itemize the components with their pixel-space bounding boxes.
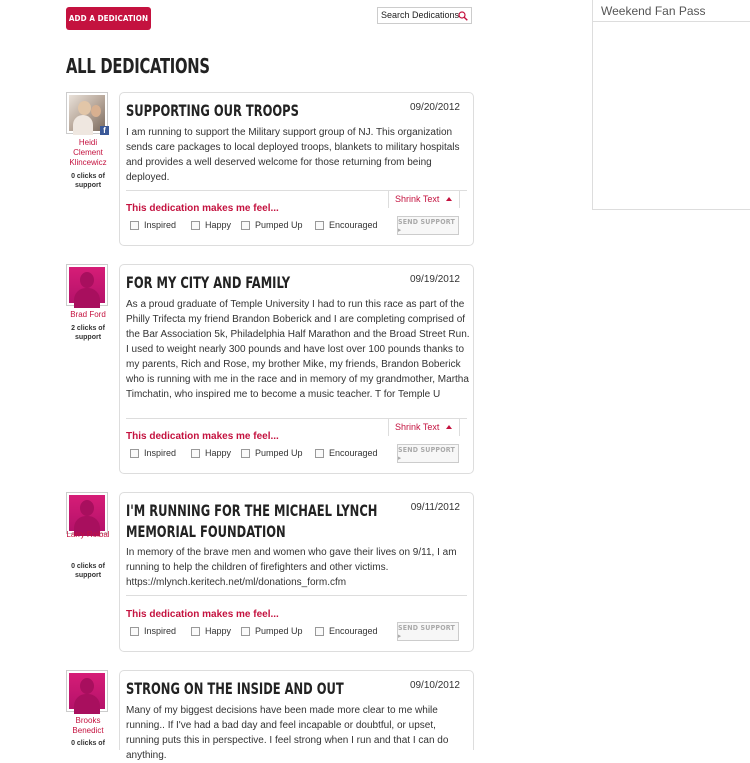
option-label: Encouraged bbox=[329, 626, 378, 636]
checkbox-box[interactable] bbox=[130, 221, 139, 230]
option-label: Pumped Up bbox=[255, 626, 303, 636]
author-name[interactable]: Larry Roibal bbox=[66, 530, 110, 539]
checkbox-box[interactable] bbox=[315, 221, 324, 230]
avatar[interactable] bbox=[66, 264, 108, 306]
author-name[interactable]: Brooks Benedict bbox=[72, 716, 104, 735]
checkbox-happy[interactable] bbox=[191, 626, 231, 636]
send-support-button[interactable]: SEND SUPPORT ▸ bbox=[397, 622, 459, 641]
dedication-body: I am running to support the Military support group of NJ. This organization sends care packages to local deployed troops, blankets to military hospitals and provides a well deserved welcome for those returning from being deployed. bbox=[126, 127, 460, 183]
avatar[interactable] bbox=[66, 492, 108, 534]
search-dedications-input[interactable] bbox=[377, 7, 472, 24]
checkbox-box[interactable] bbox=[241, 627, 250, 636]
checkbox-happy[interactable] bbox=[191, 448, 231, 458]
option-label: Pumped Up bbox=[255, 220, 303, 230]
dedication-title: I'M RUNNING FOR THE MICHAEL LYNCH MEMORIAL FOUNDATION bbox=[126, 501, 378, 541]
checkbox-box[interactable] bbox=[315, 449, 324, 458]
dedication-date: 09/19/2012 bbox=[409, 274, 460, 285]
dedication-card bbox=[119, 670, 474, 761]
option-label: Happy bbox=[205, 448, 232, 458]
dedication-card bbox=[119, 92, 474, 246]
facebook-icon: f bbox=[100, 126, 109, 135]
checkbox-inspired[interactable] bbox=[130, 448, 176, 458]
checkbox-happy[interactable] bbox=[191, 220, 231, 230]
checkbox-pumped-up[interactable] bbox=[241, 626, 303, 636]
option-label: Encouraged bbox=[329, 220, 378, 230]
shrink-text-label: Shrink Text bbox=[395, 194, 440, 204]
checkbox-box[interactable] bbox=[191, 627, 200, 636]
checkbox-box[interactable] bbox=[241, 221, 250, 230]
dedication-body: As a proud graduate of Temple University I had to run this race as part of the Philly Trifecta my friend Brandon Boberick and I are completing comprised of the Bar Association 5k, Philadelphia Half Marathon and the Broad Street Run. I used to weight nearly 300 pounds and have lost over 100 pounds thanks to my parents, Rich and Rose, my brother Mike, my friends, Brandon Boberick who is running with me in the race and in memory of my grandmother, Martha Timchatin, who inspired me to become a music teacher. T for Temple U bbox=[126, 299, 470, 400]
option-label: Inspired bbox=[144, 448, 177, 458]
page-title: ALL DEDICATIONS bbox=[66, 54, 210, 78]
checkbox-pumped-up[interactable] bbox=[241, 448, 303, 458]
checkbox-box[interactable] bbox=[315, 627, 324, 636]
feel-prompt: This dedication makes me feel... bbox=[126, 203, 279, 214]
dedication-date: 09/11/2012 bbox=[410, 502, 460, 513]
side-panel-title: Weekend Fan Pass bbox=[593, 0, 750, 22]
option-label: Pumped Up bbox=[255, 448, 303, 458]
feel-prompt: This dedication makes me feel... bbox=[126, 431, 279, 442]
option-label: Happy bbox=[205, 626, 232, 636]
chevron-up-icon bbox=[446, 197, 452, 201]
dedication-title: FOR MY CITY AND FAMILY bbox=[126, 273, 291, 292]
dedication-card bbox=[119, 264, 474, 474]
checkbox-inspired[interactable] bbox=[130, 220, 176, 230]
checkbox-box[interactable] bbox=[130, 449, 139, 458]
checkbox-encouraged[interactable] bbox=[315, 448, 378, 458]
dedication-title: SUPPORTING OUR TROOPS bbox=[126, 101, 299, 120]
checkbox-pumped-up[interactable] bbox=[241, 220, 303, 230]
shrink-text-button[interactable] bbox=[388, 190, 460, 208]
option-label: Happy bbox=[205, 220, 232, 230]
dedication-title: STRONG ON THE INSIDE AND OUT bbox=[126, 679, 344, 698]
shrink-text-label: Shrink Text bbox=[395, 422, 440, 432]
send-support-button[interactable]: SEND SUPPORT ▸ bbox=[397, 216, 459, 235]
chevron-up-icon bbox=[446, 425, 452, 429]
add-dedication-button[interactable]: ADD A DEDICATION bbox=[66, 7, 151, 30]
send-support-button[interactable]: SEND SUPPORT ▸ bbox=[397, 444, 459, 463]
clicks-of-support: 0 clicks of bbox=[71, 740, 105, 747]
checkbox-box[interactable] bbox=[130, 627, 139, 636]
shrink-text-button[interactable] bbox=[388, 418, 460, 436]
clicks-of-support: 2 clicks of support bbox=[71, 325, 105, 341]
dedication-date: 09/10/2012 bbox=[409, 680, 460, 691]
search-icon[interactable] bbox=[458, 11, 468, 21]
checkbox-box[interactable] bbox=[191, 449, 200, 458]
dedication-card bbox=[119, 492, 474, 652]
side-panel bbox=[592, 0, 750, 210]
avatar[interactable] bbox=[66, 670, 108, 712]
dedication-body: Many of my biggest decisions have been made more clear to me while running.. If I've had a bad day and feel incapable or doubtful, or upset, running puts this in perspective. I feel strong when I run and that I can do anything. bbox=[126, 705, 449, 761]
checkbox-encouraged[interactable] bbox=[315, 626, 378, 636]
feel-prompt: This dedication makes me feel... bbox=[126, 609, 279, 620]
divider bbox=[126, 595, 467, 596]
checkbox-encouraged[interactable] bbox=[315, 220, 378, 230]
checkbox-inspired[interactable] bbox=[130, 626, 176, 636]
checkbox-box[interactable] bbox=[241, 449, 250, 458]
clicks-of-support: 0 clicks of support bbox=[71, 563, 105, 579]
search-placeholder: Search Dedications bbox=[381, 10, 460, 20]
dedication-date: 09/20/2012 bbox=[409, 102, 460, 113]
checkbox-box[interactable] bbox=[191, 221, 200, 230]
option-label: Encouraged bbox=[329, 448, 378, 458]
avatar[interactable] bbox=[66, 92, 108, 134]
author-name[interactable]: Brad Ford bbox=[70, 310, 106, 319]
option-label: Inspired bbox=[144, 626, 177, 636]
option-label: Inspired bbox=[144, 220, 177, 230]
clicks-of-support: 0 clicks of support bbox=[71, 173, 105, 189]
dedication-body: In memory of the brave men and women who gave their lives on 9/11, I am running to help the children of firefighters and other victims. https://mlynch.keritech.net/ml/donations_form.cfm bbox=[126, 547, 457, 588]
author-name[interactable]: Heidi Clement Klincewicz bbox=[69, 138, 107, 167]
